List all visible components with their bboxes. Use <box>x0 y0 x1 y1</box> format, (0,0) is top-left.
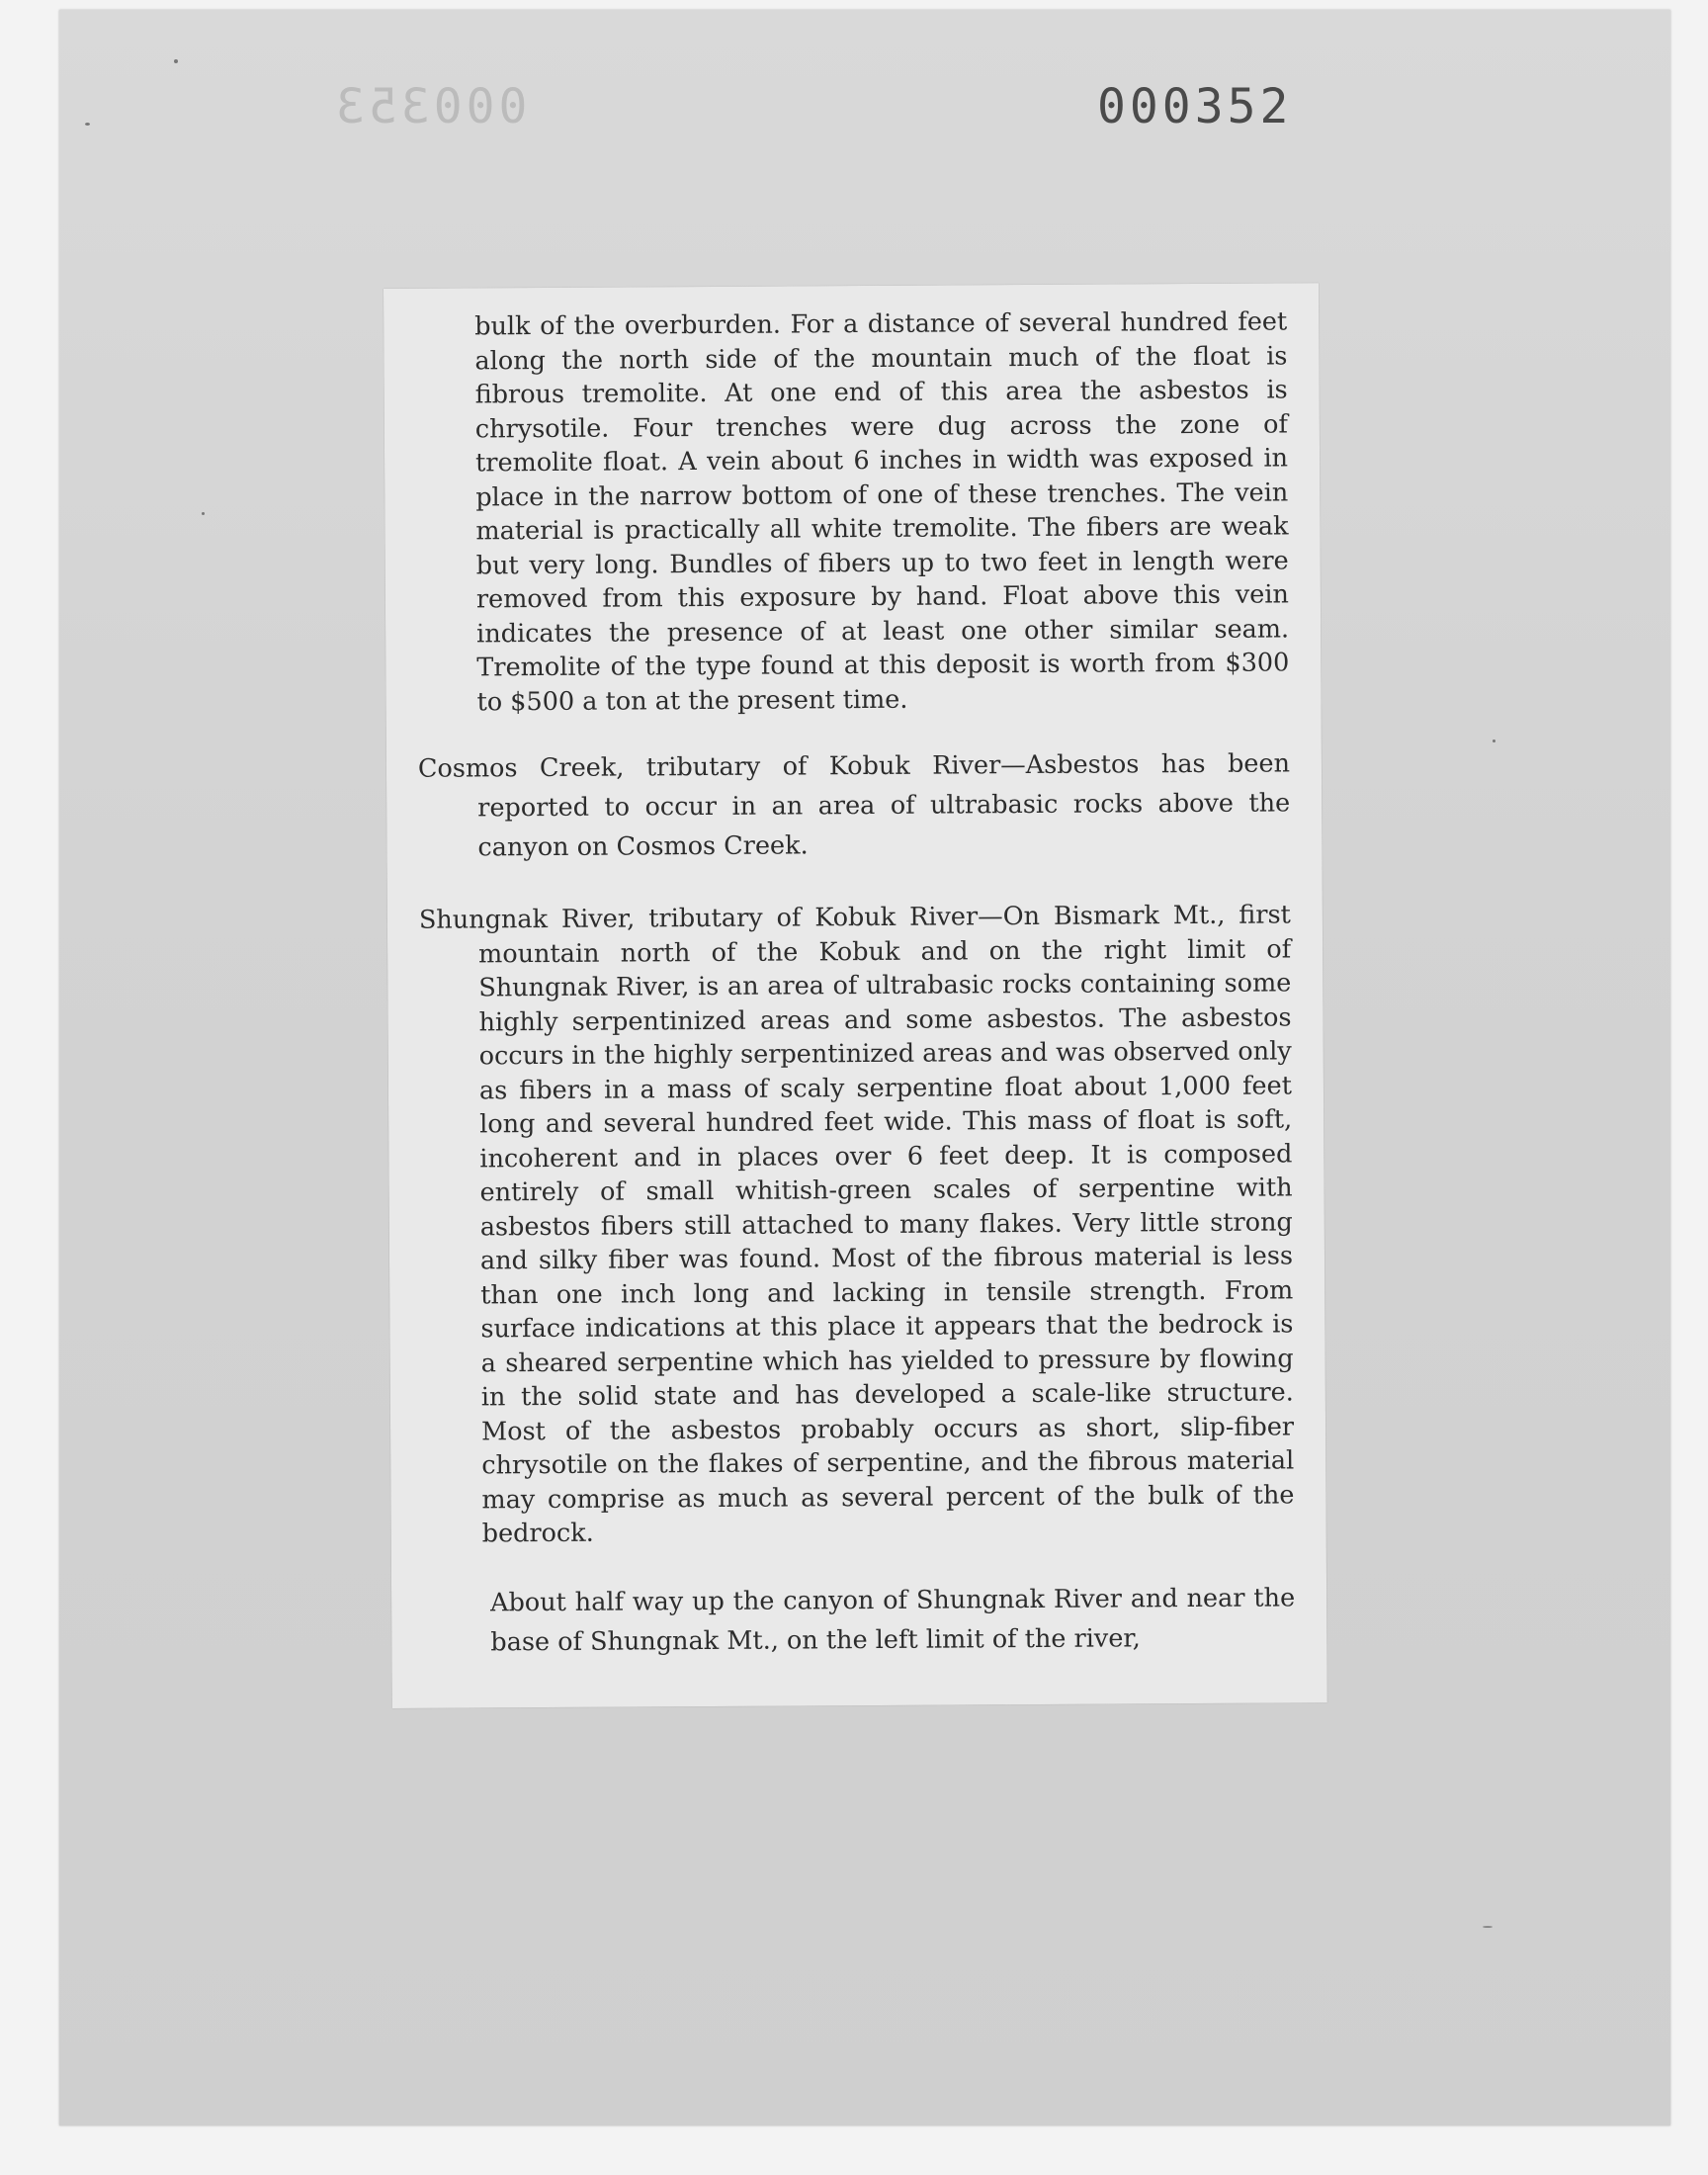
dust-speck <box>1483 1926 1493 1928</box>
stamp-bleedthrough: 000353 <box>332 79 528 134</box>
paragraph-cosmos-creek: Cosmos Creek, tributary of Kobuk River—Asbestos has been reported to occur in an area of ultrabasic rocks above the canyon on Cosmos Creek. <box>417 748 1291 863</box>
paragraph-shungnak-river: Shungnak River, tributary of Kobuk River—On Bismark Mt., first mountain north of the Kobuk and on the right limit of Shungnak River, is an area of ultrabasic rocks containing some highly serpentinized areas and some asbestos. The asbestos occurs in the highly serpentinized areas and was observed only as fibers in a mass of scaly serpentine float about 1,000 feet long and several hundred feet wide. This mass of float is soft, incoherent and in places over 6 feet deep. It is composed entirely of small whitish-green scales of serpentine with asbestos fibers still attached to many flakes. Very little strong and silky fiber was found. Most of the fibrous material is less than one inch long and lacking in tensile strength. From surface indications at this place it appears that the bedrock is a sheared serpentine which has yielded to pressure by flowing in the solid state and has developed a scale-like structure. Most of the asbestos probably occurs as short, slip-fiber chrysotile on the flakes of serpentine, and the fibrous material may comprise as much as several percent of the bulk of the bedrock. <box>418 900 1295 1549</box>
dust-speck <box>1493 740 1495 742</box>
text-clipping <box>384 283 1327 1708</box>
dust-speck <box>202 512 205 515</box>
dust-speck <box>174 59 178 63</box>
paragraph-shungnak-canyon: About half way up the canyon of Shungnak River and near the base of Shungnak Mt., on the left limit of the river, <box>490 1582 1296 1657</box>
page-stamp-number: 000352 <box>1097 79 1293 134</box>
clipping-body <box>415 304 1295 1662</box>
paragraph-overburden: bulk of the overburden. For a distance of several hundred feet along the north side of the mountain much of the float is fibrous tremolite. At one end of this area the asbestos is chrysotile. Four trenches were dug across the zone of tremolite float. A vein about 6 inches in width was exposed in place in the narrow bottom of one of these trenches. The vein material is practically all white tremolite. The fibers are weak but very long. Bundles of fibers up to two feet in length were removed from this exposure by hand. Float above this vein indicates the presence of at least one other similar seam. Tremolite of the type found at this deposit is worth from $300 to $500 a ton at the present time. <box>474 306 1290 717</box>
dust-speck <box>85 123 90 126</box>
